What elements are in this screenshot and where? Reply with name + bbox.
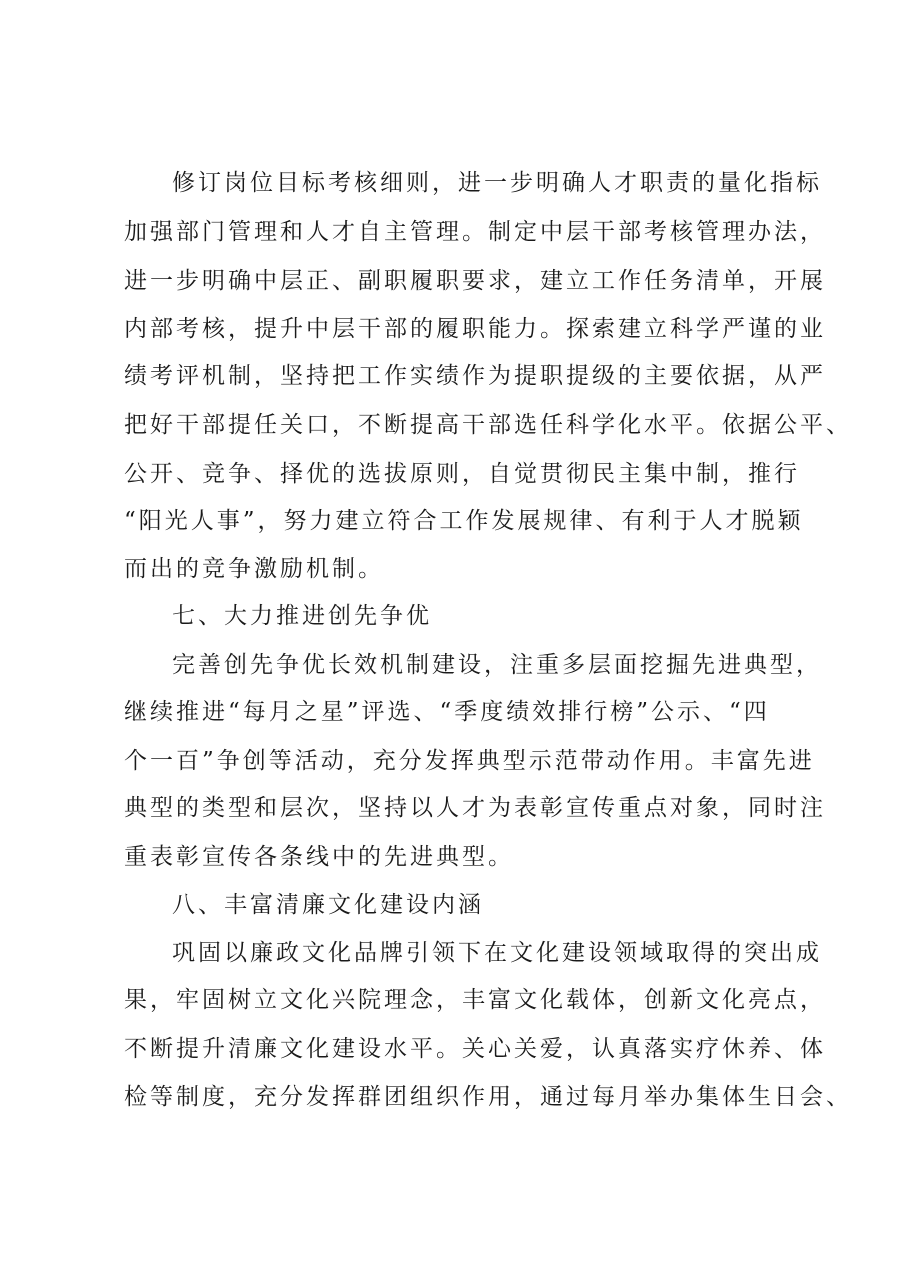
paragraph-line: 修订岗位目标考核细则，进一步明确人才职责的量化指标 [172,170,822,196]
paragraph-line: “阳光人事”，努力建立符合工作发展规律、有利于人才脱颖 [124,508,804,534]
paragraph-line: 个一百”争创等活动，充分发挥典型示范带动作用。丰富先进 [124,748,815,774]
paragraph-line: 完善创先争优长效机制建设，注重多层面挖掘先进典型， [172,652,822,678]
paragraph-line: 不断提升清廉文化建设水平。关心关爱，认真落实疗休养、体 [124,1036,826,1062]
paragraph-line: 典型的类型和层次，坚持以人才为表彰宣传重点对象，同时注 [124,795,826,821]
paragraph-line: 内部考核，提升中层干部的履职能力。探索建立科学严谨的业 [124,316,826,342]
paragraph-line: 进一步明确中层正、副职履职要求，建立工作任务清单，开展 [124,268,826,294]
paragraph-line: 绩考评机制，坚持把工作实绩作为提职提级的主要依据，从严 [124,363,826,389]
paragraph-line: 继续推进“每月之星”评选、“季度绩效排行榜”公示、“四 [124,699,770,725]
section-heading: 八、丰富清廉文化建设内涵 [172,892,484,918]
paragraph-line: 加强部门管理和人才自主管理。制定中层干部考核管理办法， [124,219,826,245]
paragraph-line: 公开、竞争、择优的选拔原则，自觉贯彻民主集中制，推行 [124,461,800,487]
section-heading: 七、大力推进创先争优 [172,603,432,629]
paragraph-line: 检等制度，充分发挥群团组织作用，通过每月举办集体生日会、 [124,1084,852,1110]
paragraph-line: 重表彰宣传各条线中的先进典型。 [124,844,514,870]
paragraph-line: 果，牢固树立文化兴院理念，丰富文化载体，创新文化亮点， [124,987,826,1013]
paragraph-line: 巩固以廉政文化品牌引领下在文化建设领域取得的突出成 [172,940,822,966]
paragraph-line: 而出的竞争激励机制。 [124,556,384,582]
paragraph-line: 把好干部提任关口，不断提高干部选任科学化水平。依据公平、 [124,412,852,438]
